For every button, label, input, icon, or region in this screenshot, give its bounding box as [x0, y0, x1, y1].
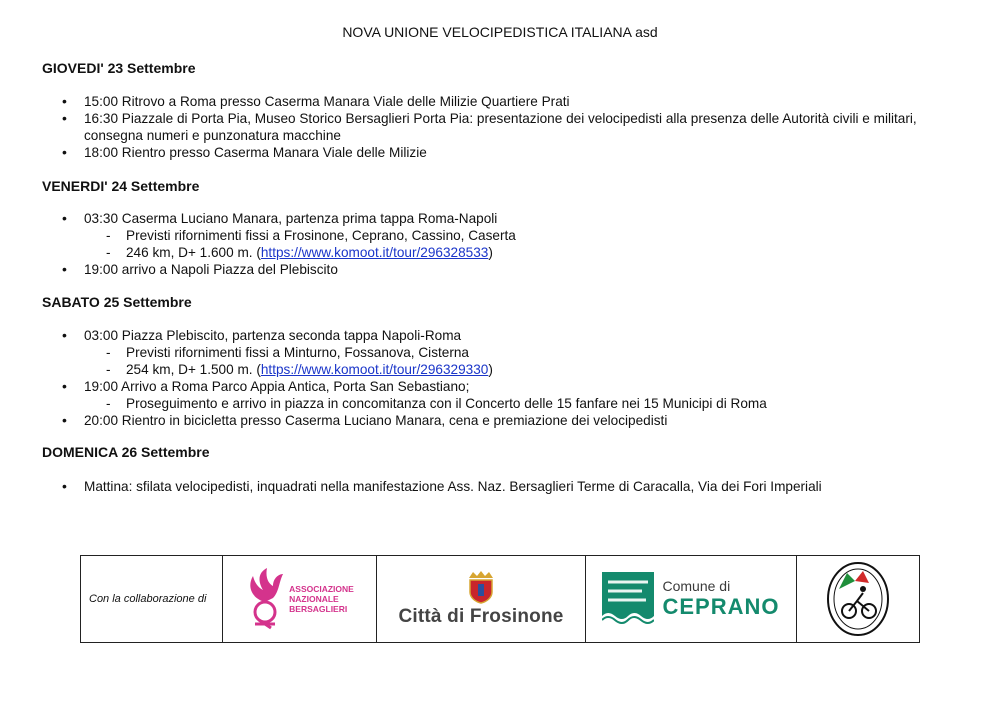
list-item	[62, 327, 942, 378]
list-item	[62, 210, 942, 261]
list-item: • 19:00 arrivo a Napoli Piazza del Plebiscito	[62, 261, 942, 278]
frosinone-logo-text: Città di Frosinone	[398, 606, 564, 627]
sub-item-text: 254 km, D+ 1.500 m. (	[126, 362, 261, 377]
sub-item-text: )	[488, 245, 493, 260]
ceprano-logo	[586, 556, 797, 643]
list-item-text: 03:00 Piazza Plebiscito, partenza seconda tappa Napoli-Roma	[84, 328, 462, 343]
list-item-text: 19:00 Arrivo a Roma Parco Appia Antica, Porta San Sebastiano;	[84, 379, 470, 394]
komoot-link[interactable]: https://www.komoot.it/tour/296328533	[260, 245, 489, 260]
list-item: • 15:00 Ritrovo a Roma presso Caserma Manara Viale delle Milizie Quartiere Prati	[62, 93, 942, 110]
day-item-list	[62, 478, 942, 495]
list-item: • Mattina: sfilata velocipedisti, inquadrati nella manifestazione Ass. Naz. Bersaglieri Terme di Caracalla, Via dei Fori Imperiali	[62, 478, 942, 495]
sub-item: - Previsti rifornimenti fissi a Frosinone, Ceprano, Cassino, Caserta	[84, 227, 942, 244]
day-heading: SABATO 25 Settembre	[42, 294, 192, 310]
sub-item: - Proseguimento e arrivo in piazza in concomitanza con il Concerto delle 15 fanfare nei 15 Municipi di Roma	[84, 395, 942, 412]
day-heading: VENERDI' 24 Settembre	[42, 178, 200, 194]
collab-label: Con la collaborazione di	[81, 556, 223, 643]
sub-item-text: )	[488, 362, 493, 377]
document-title: NOVA UNIONE VELOCIPEDISTICA ITALIANA asd	[342, 24, 658, 40]
day-item-list	[62, 93, 942, 161]
ceprano-badge-icon	[602, 572, 654, 626]
bersaglieri-logo-text: ASSOCIAZIONE NAZIONALE BERSAGLIERI	[289, 584, 354, 614]
list-item	[62, 378, 942, 412]
day-heading: GIOVEDI' 23 Settembre	[42, 60, 196, 76]
day-item-list	[62, 327, 942, 429]
giro-unvs-logo	[797, 556, 920, 643]
day-heading: DOMENICA 26 Settembre	[42, 444, 210, 460]
plume-icon	[245, 568, 285, 630]
sub-item	[84, 244, 942, 261]
crest-icon	[464, 570, 498, 604]
list-item: • 18:00 Rientro presso Caserma Manara Viale delle Milizie	[62, 144, 942, 161]
list-item: • 16:30 Piazzale di Porta Pia, Museo Storico Bersaglieri Porta Pia: presentazione dei velocipedisti alla presenza delle Autorità civili e militari, consegna numeri e punzonatura macchine	[62, 110, 942, 144]
day-item-list	[62, 210, 942, 278]
ceprano-label-big: CEPRANO	[662, 594, 780, 619]
frosinone-logo	[377, 556, 586, 643]
list-item-text: 03:30 Caserma Luciano Manara, partenza prima tappa Roma-Napoli	[84, 211, 498, 226]
komoot-link[interactable]: https://www.komoot.it/tour/296329330	[260, 362, 489, 377]
giro-badge-icon	[825, 561, 891, 637]
ceprano-label-small: Comune di	[662, 578, 731, 594]
list-item: • 20:00 Rientro in bicicletta presso Caserma Luciano Manara, cena e premiazione dei velocipedisti	[62, 412, 942, 429]
sub-item-text: 246 km, D+ 1.600 m. (	[126, 245, 261, 260]
sub-list	[84, 344, 942, 378]
sub-item: - Previsti rifornimenti fissi a Minturno, Fossanova, Cisterna	[84, 344, 942, 361]
sub-list	[84, 395, 942, 412]
sub-list	[84, 227, 942, 261]
sub-item	[84, 361, 942, 378]
bersaglieri-logo	[223, 556, 377, 643]
sponsor-logos-table	[80, 555, 920, 643]
